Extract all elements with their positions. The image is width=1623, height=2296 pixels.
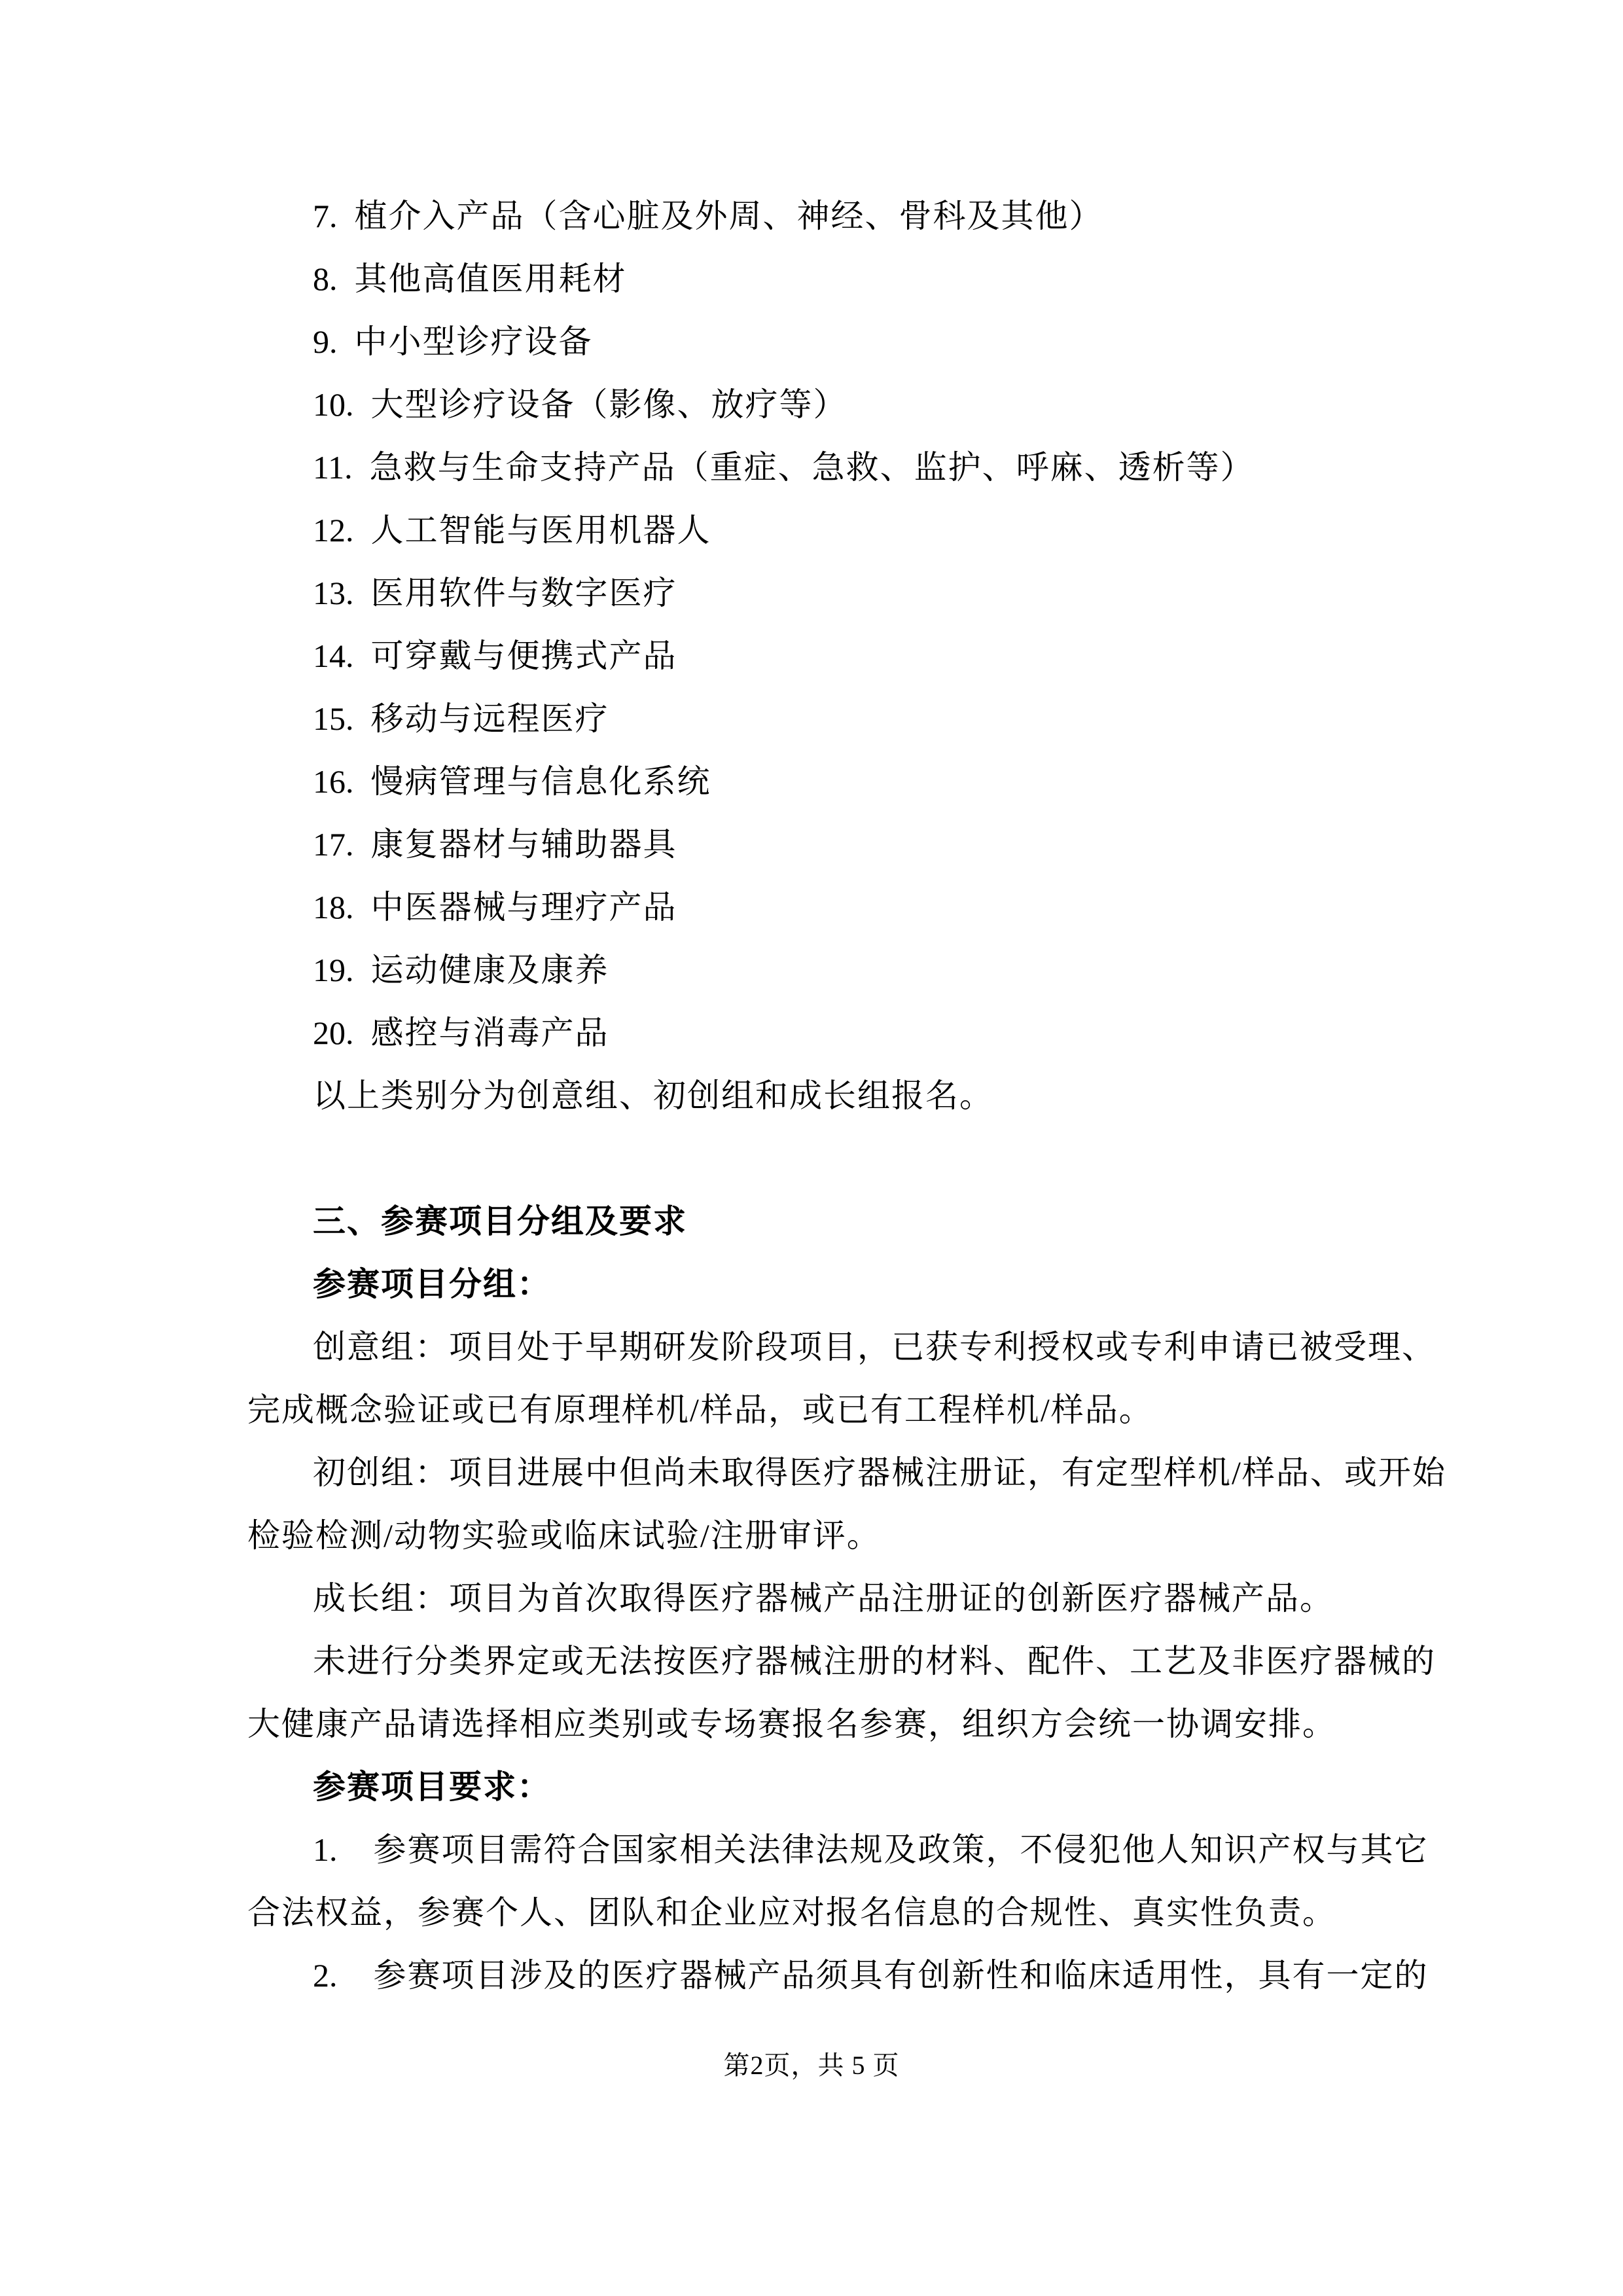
line-text: 医用软件与数字医疗 bbox=[370, 575, 677, 611]
paragraph-line: 成长组：项目为首次取得医疗器械产品注册证的创新医疗器械产品。 bbox=[313, 1580, 1334, 1617]
paragraph-line: 未进行分类界定或无法按医疗器械注册的材料、配件、工艺及非医疗器械的 bbox=[313, 1643, 1436, 1679]
list-number: 11. bbox=[313, 449, 353, 486]
list-item bbox=[247, 562, 1382, 624]
paragraph-line: 大健康产品请选择相应类别或专场赛报名参赛，组织方会统一协调安排。 bbox=[247, 1706, 1336, 1742]
line-text: 中医器械与理疗产品 bbox=[370, 889, 677, 925]
page-number: 第2页，共 5 页 bbox=[723, 2051, 900, 2080]
list-number: 1. bbox=[313, 1831, 338, 1868]
list-item bbox=[247, 1818, 1429, 1881]
sub-heading: 参赛项目分组： bbox=[313, 1266, 551, 1302]
list-number: 10. bbox=[313, 386, 354, 423]
list-number: 16. bbox=[313, 763, 354, 800]
list-item bbox=[247, 247, 1382, 310]
list-number: 19. bbox=[313, 952, 354, 988]
line-text: 康复器材与辅助器具 bbox=[370, 826, 677, 863]
list-item bbox=[247, 185, 1382, 247]
line-text: 参赛项目涉及的医疗器械产品须具有创新性和临床适用性，具有一定的 bbox=[373, 1957, 1429, 1994]
list-number: 17. bbox=[313, 826, 354, 863]
list-item bbox=[247, 687, 1382, 750]
list-number: 2. bbox=[313, 1957, 338, 1994]
list-number: 15. bbox=[313, 700, 354, 737]
line-text: 植介入产品（含心脏及外周、神经、骨科及其他） bbox=[354, 198, 1103, 234]
document-body bbox=[247, 185, 1446, 2007]
list-item bbox=[247, 1944, 1429, 2007]
line-text: 其他高值医用耗材 bbox=[354, 260, 627, 297]
list-number: 14. bbox=[313, 637, 354, 674]
list-item bbox=[247, 750, 1382, 813]
line-text: 参赛项目需符合国家相关法律法规及政策，不侵犯他人知识产权与其它 bbox=[373, 1831, 1429, 1868]
list-item bbox=[247, 310, 1382, 373]
paragraph-line: 初创组：项目进展中但尚未取得医疗器械注册证，有定型样机/样品、或开始 bbox=[313, 1454, 1446, 1491]
list-number: 7. bbox=[313, 198, 338, 234]
line-text: 中小型诊疗设备 bbox=[354, 323, 593, 360]
paragraph-line: 创意组：项目处于早期研发阶段项目，已获专利授权或专利申请已被受理、 bbox=[313, 1329, 1436, 1365]
list-item bbox=[247, 624, 1382, 687]
line-text: 急救与生命支持产品（重症、急救、监护、呼麻、透析等） bbox=[369, 449, 1255, 486]
paragraph-line: 检验检测/动物实验或临床试验/注册审评。 bbox=[247, 1517, 881, 1554]
list-item bbox=[247, 373, 1382, 436]
list-number: 20. bbox=[313, 1014, 354, 1051]
list-number: 18. bbox=[313, 889, 354, 925]
paragraph-line: 完成概念验证或已有原理样机/样品，或已有工程样机/样品。 bbox=[247, 1391, 1153, 1428]
list-item bbox=[247, 1001, 1382, 1064]
line-text: 慢病管理与信息化系统 bbox=[370, 763, 711, 800]
line-text: 可穿戴与便携式产品 bbox=[370, 637, 677, 674]
list-number: 9. bbox=[313, 323, 338, 360]
line-text: 人工智能与医用机器人 bbox=[370, 512, 711, 548]
line-text: 感控与消毒产品 bbox=[370, 1014, 609, 1051]
line-text: 运动健康及康养 bbox=[370, 952, 609, 988]
sub-heading: 参赛项目要求： bbox=[313, 1768, 551, 1805]
list-number: 12. bbox=[313, 512, 354, 548]
list-item bbox=[247, 876, 1382, 939]
list-item bbox=[247, 436, 1382, 499]
list-item bbox=[247, 939, 1382, 1001]
paragraph-line: 合法权益，参赛个人、团队和企业应对报名信息的合规性、真实性负责。 bbox=[247, 1894, 1336, 1931]
paragraph-line: 以上类别分为创意组、初创组和成长组报名。 bbox=[313, 1077, 993, 1114]
line-text: 大型诊疗设备（影像、放疗等） bbox=[370, 386, 847, 423]
list-item bbox=[247, 499, 1382, 562]
list-number: 13. bbox=[313, 575, 354, 611]
list-number: 8. bbox=[313, 260, 338, 297]
list-item bbox=[247, 813, 1382, 876]
section-heading: 三、参赛项目分组及要求 bbox=[313, 1203, 687, 1240]
blank-line bbox=[247, 1127, 1382, 1190]
line-text: 移动与远程医疗 bbox=[370, 700, 609, 737]
page-footer bbox=[0, 2034, 1623, 2097]
